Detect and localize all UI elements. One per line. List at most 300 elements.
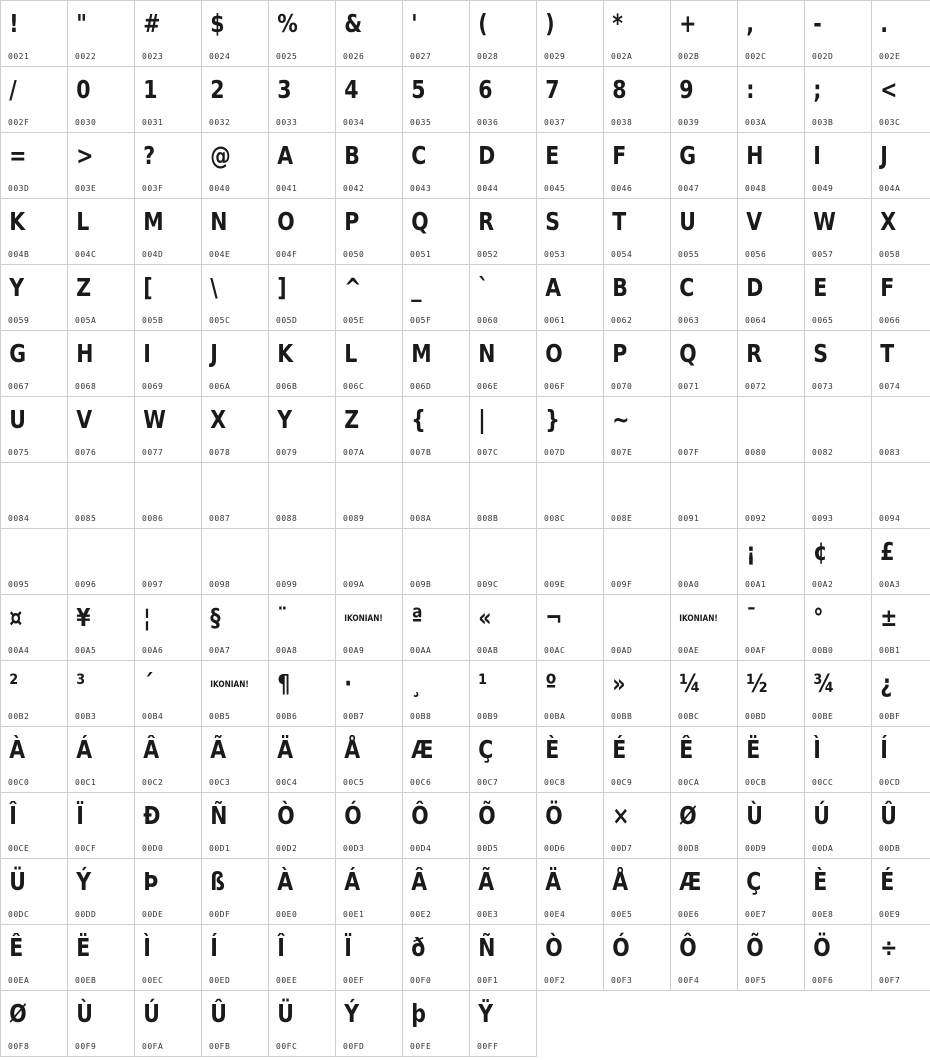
glyph-cell[interactable] xyxy=(537,925,604,991)
glyph-cell[interactable] xyxy=(202,199,269,265)
glyph-cell[interactable] xyxy=(805,529,872,595)
glyph-cell[interactable] xyxy=(269,595,336,661)
glyph-cell[interactable] xyxy=(403,793,470,859)
glyph-cell[interactable] xyxy=(671,529,738,595)
glyph-cell[interactable] xyxy=(738,397,805,463)
glyph-codepoint: 007F xyxy=(678,448,700,457)
glyph-preview: Ù xyxy=(746,801,763,830)
glyph-cell[interactable] xyxy=(1,199,68,265)
glyph-cell[interactable] xyxy=(269,133,336,199)
glyph-cell[interactable] xyxy=(1,1,68,67)
glyph-cell[interactable] xyxy=(135,199,202,265)
glyph-cell[interactable] xyxy=(872,265,930,331)
glyph-cell[interactable] xyxy=(738,1,805,67)
glyph-cell[interactable] xyxy=(470,397,537,463)
glyph-cell[interactable] xyxy=(872,661,930,727)
glyph-cell[interactable] xyxy=(68,265,135,331)
glyph-cell[interactable] xyxy=(403,1,470,67)
glyph-cell[interactable] xyxy=(872,529,930,595)
glyph-preview xyxy=(68,463,122,505)
glyph-cell[interactable] xyxy=(336,67,403,133)
glyph-cell[interactable] xyxy=(738,793,805,859)
glyph-cell[interactable] xyxy=(872,331,930,397)
glyph-codepoint: 009A xyxy=(343,580,365,589)
glyph-cell[interactable] xyxy=(403,463,470,529)
character-map-row xyxy=(1,859,930,925)
glyph-cell[interactable] xyxy=(202,397,269,463)
glyph-preview: ¥ xyxy=(76,603,91,632)
glyph-cell[interactable] xyxy=(470,661,537,727)
glyph-preview: Ñ xyxy=(210,801,227,830)
glyph-cell[interactable] xyxy=(604,859,671,925)
glyph-cell[interactable] xyxy=(269,727,336,793)
glyph-cell[interactable] xyxy=(537,595,604,661)
glyph-cell[interactable] xyxy=(269,925,336,991)
glyph-cell[interactable] xyxy=(805,133,872,199)
glyph-cell[interactable] xyxy=(1,661,68,727)
glyph-cell[interactable] xyxy=(336,397,403,463)
glyph-cell[interactable] xyxy=(470,529,537,595)
glyph-codepoint: 00F0 xyxy=(410,976,432,985)
glyph-preview: Å xyxy=(612,867,628,896)
glyph-cell[interactable] xyxy=(738,727,805,793)
glyph-cell[interactable] xyxy=(202,859,269,925)
glyph-cell[interactable] xyxy=(604,529,671,595)
glyph-cell[interactable] xyxy=(470,925,537,991)
glyph-preview: Ä xyxy=(277,735,293,764)
glyph-cell[interactable] xyxy=(537,1,604,67)
glyph-cell[interactable] xyxy=(202,925,269,991)
glyph-cell[interactable] xyxy=(202,133,269,199)
glyph-cell[interactable] xyxy=(604,595,671,661)
glyph-cell[interactable] xyxy=(872,463,930,529)
glyph-cell[interactable] xyxy=(470,991,537,1057)
glyph-cell[interactable] xyxy=(537,529,604,595)
glyph-cell[interactable] xyxy=(604,133,671,199)
glyph-cell[interactable] xyxy=(470,1,537,67)
glyph-preview: Y xyxy=(277,405,292,434)
glyph-cell[interactable] xyxy=(336,199,403,265)
glyph-codepoint: 005C xyxy=(209,316,231,325)
glyph-preview: Þ xyxy=(143,867,158,896)
glyph-cell[interactable] xyxy=(135,991,202,1057)
glyph-cell[interactable] xyxy=(537,727,604,793)
glyph-cell[interactable] xyxy=(604,265,671,331)
glyph-cell[interactable] xyxy=(202,793,269,859)
glyph-codepoint: 004A xyxy=(879,184,901,193)
glyph-cell[interactable] xyxy=(805,331,872,397)
glyph-cell[interactable] xyxy=(202,331,269,397)
glyph-cell[interactable] xyxy=(872,859,930,925)
glyph-cell[interactable] xyxy=(68,859,135,925)
glyph-cell[interactable] xyxy=(135,67,202,133)
glyph-codepoint: 0033 xyxy=(276,118,298,127)
glyph-preview: Ã xyxy=(478,867,494,896)
glyph-preview: ; xyxy=(813,75,821,104)
glyph-codepoint: 00A3 xyxy=(879,580,901,589)
glyph-codepoint: 0029 xyxy=(544,52,566,61)
glyph-cell[interactable] xyxy=(135,529,202,595)
glyph-cell[interactable] xyxy=(872,133,930,199)
glyph-cell[interactable] xyxy=(135,595,202,661)
glyph-cell[interactable] xyxy=(738,859,805,925)
glyph-preview: # xyxy=(143,9,160,38)
glyph-codepoint: 00D8 xyxy=(678,844,700,853)
glyph-codepoint: 00B7 xyxy=(343,712,365,721)
glyph-cell[interactable] xyxy=(1,529,68,595)
glyph-preview: E xyxy=(813,273,827,302)
glyph-codepoint: 00BB xyxy=(611,712,633,721)
glyph-cell[interactable] xyxy=(336,793,403,859)
glyph-cell[interactable] xyxy=(470,595,537,661)
glyph-cell[interactable] xyxy=(872,925,930,991)
glyph-preview: Á xyxy=(344,867,360,896)
glyph-cell[interactable] xyxy=(671,793,738,859)
glyph-preview: Ï xyxy=(76,801,84,830)
glyph-preview: ¿ xyxy=(880,669,892,698)
glyph-codepoint: 006D xyxy=(410,382,432,391)
glyph-codepoint: 00C1 xyxy=(75,778,97,787)
glyph-cell[interactable] xyxy=(269,265,336,331)
glyph-cell[interactable] xyxy=(604,331,671,397)
glyph-cell[interactable] xyxy=(68,133,135,199)
glyph-cell[interactable] xyxy=(269,991,336,1057)
glyph-preview xyxy=(872,397,926,439)
glyph-preview: ¬ xyxy=(545,603,562,632)
glyph-cell[interactable] xyxy=(68,991,135,1057)
glyph-cell[interactable] xyxy=(403,67,470,133)
glyph-cell[interactable] xyxy=(738,595,805,661)
glyph-codepoint: 0060 xyxy=(477,316,499,325)
glyph-preview: IKONIAN! xyxy=(210,680,249,690)
glyph-cell[interactable] xyxy=(135,397,202,463)
glyph-cell[interactable] xyxy=(738,529,805,595)
glyph-cell[interactable] xyxy=(336,595,403,661)
glyph-cell[interactable] xyxy=(336,133,403,199)
glyph-cell[interactable] xyxy=(872,793,930,859)
glyph-cell[interactable] xyxy=(671,727,738,793)
glyph-codepoint: 00F6 xyxy=(812,976,834,985)
glyph-preview: @ xyxy=(210,141,231,170)
glyph-cell[interactable] xyxy=(135,133,202,199)
glyph-preview: 0 xyxy=(76,75,91,104)
glyph-codepoint: 00A2 xyxy=(812,580,834,589)
glyph-cell[interactable] xyxy=(403,133,470,199)
glyph-cell[interactable] xyxy=(1,265,68,331)
glyph-cell[interactable] xyxy=(537,67,604,133)
glyph-preview: Å xyxy=(344,735,360,764)
glyph-cell[interactable] xyxy=(202,463,269,529)
glyph-codepoint: 00FD xyxy=(343,1042,365,1051)
glyph-cell[interactable] xyxy=(738,133,805,199)
glyph-cell[interactable] xyxy=(403,397,470,463)
glyph-cell[interactable] xyxy=(671,463,738,529)
glyph-codepoint: 0040 xyxy=(209,184,231,193)
glyph-cell[interactable] xyxy=(403,925,470,991)
glyph-cell[interactable] xyxy=(269,1,336,67)
glyph-cell[interactable] xyxy=(537,463,604,529)
glyph-cell[interactable] xyxy=(135,925,202,991)
glyph-cell[interactable] xyxy=(604,397,671,463)
glyph-cell[interactable] xyxy=(470,859,537,925)
glyph-cell[interactable] xyxy=(671,859,738,925)
glyph-cell[interactable] xyxy=(68,793,135,859)
glyph-preview: Ú xyxy=(813,801,830,830)
glyph-cell[interactable] xyxy=(604,199,671,265)
glyph-cell[interactable] xyxy=(872,397,930,463)
glyph-preview xyxy=(336,529,390,571)
glyph-cell[interactable] xyxy=(403,529,470,595)
glyph-preview: 3 xyxy=(277,75,292,104)
glyph-cell[interactable] xyxy=(1,727,68,793)
glyph-cell[interactable] xyxy=(135,859,202,925)
glyph-preview: Ð xyxy=(143,801,160,830)
glyph-preview: Z xyxy=(344,405,359,434)
glyph-codepoint: 0084 xyxy=(8,514,30,523)
glyph-cell[interactable] xyxy=(537,199,604,265)
glyph-cell[interactable] xyxy=(336,991,403,1057)
glyph-cell[interactable] xyxy=(537,859,604,925)
glyph-cell[interactable] xyxy=(738,331,805,397)
glyph-cell[interactable] xyxy=(604,925,671,991)
glyph-codepoint: 004D xyxy=(142,250,164,259)
glyph-cell[interactable] xyxy=(202,67,269,133)
glyph-cell[interactable] xyxy=(403,331,470,397)
glyph-cell[interactable] xyxy=(202,595,269,661)
glyph-cell[interactable] xyxy=(872,727,930,793)
glyph-cell[interactable] xyxy=(269,199,336,265)
glyph-cell[interactable] xyxy=(470,199,537,265)
glyph-cell[interactable] xyxy=(68,529,135,595)
glyph-cell[interactable] xyxy=(671,1,738,67)
glyph-cell[interactable] xyxy=(403,265,470,331)
glyph-cell[interactable] xyxy=(336,661,403,727)
glyph-cell[interactable] xyxy=(671,661,738,727)
glyph-cell[interactable] xyxy=(805,1,872,67)
glyph-codepoint: 0049 xyxy=(812,184,834,193)
glyph-cell[interactable] xyxy=(872,199,930,265)
glyph-codepoint: 00CB xyxy=(745,778,767,787)
glyph-cell[interactable] xyxy=(470,67,537,133)
glyph-cell[interactable] xyxy=(135,1,202,67)
glyph-codepoint: 0032 xyxy=(209,118,231,127)
glyph-codepoint: 00B3 xyxy=(75,712,97,721)
glyph-cell[interactable] xyxy=(805,265,872,331)
glyph-cell[interactable] xyxy=(135,727,202,793)
glyph-cell[interactable] xyxy=(269,661,336,727)
glyph-codepoint: 00DF xyxy=(209,910,231,919)
glyph-cell[interactable] xyxy=(805,463,872,529)
glyph-cell[interactable] xyxy=(68,925,135,991)
glyph-cell[interactable] xyxy=(738,265,805,331)
glyph-preview: Í xyxy=(880,735,888,764)
glyph-cell[interactable] xyxy=(1,133,68,199)
glyph-cell[interactable] xyxy=(202,727,269,793)
glyph-cell[interactable] xyxy=(336,1,403,67)
glyph-cell[interactable] xyxy=(336,727,403,793)
glyph-cell[interactable] xyxy=(1,991,68,1057)
glyph-cell[interactable] xyxy=(403,199,470,265)
glyph-codepoint: 00AF xyxy=(745,646,767,655)
glyph-cell[interactable] xyxy=(336,331,403,397)
glyph-cell[interactable] xyxy=(671,265,738,331)
glyph-preview: ± xyxy=(880,603,897,632)
glyph-cell[interactable] xyxy=(135,793,202,859)
glyph-cell[interactable] xyxy=(805,793,872,859)
glyph-preview: \ xyxy=(210,273,218,302)
glyph-cell[interactable] xyxy=(403,859,470,925)
glyph-preview: D xyxy=(746,273,763,302)
glyph-cell[interactable] xyxy=(1,397,68,463)
glyph-cell[interactable] xyxy=(403,991,470,1057)
glyph-cell[interactable] xyxy=(269,793,336,859)
glyph-cell[interactable] xyxy=(68,463,135,529)
glyph-cell[interactable] xyxy=(805,595,872,661)
glyph-cell[interactable] xyxy=(738,925,805,991)
glyph-cell[interactable] xyxy=(135,661,202,727)
glyph-cell[interactable] xyxy=(1,793,68,859)
glyph-cell[interactable] xyxy=(336,859,403,925)
glyph-codepoint: 0089 xyxy=(343,514,365,523)
glyph-cell[interactable] xyxy=(671,595,738,661)
glyph-cell[interactable] xyxy=(202,991,269,1057)
glyph-cell[interactable] xyxy=(671,397,738,463)
glyph-cell[interactable] xyxy=(68,1,135,67)
glyph-cell[interactable] xyxy=(470,265,537,331)
glyph-preview: X xyxy=(210,405,226,434)
glyph-codepoint: 00EE xyxy=(276,976,298,985)
glyph-codepoint: 0031 xyxy=(142,118,164,127)
glyph-cell[interactable] xyxy=(671,331,738,397)
glyph-cell[interactable] xyxy=(604,661,671,727)
character-map-row xyxy=(1,1,930,67)
glyph-cell[interactable] xyxy=(671,199,738,265)
glyph-preview: Î xyxy=(9,801,17,830)
glyph-cell[interactable] xyxy=(403,727,470,793)
glyph-cell[interactable] xyxy=(805,199,872,265)
glyph-codepoint: 0070 xyxy=(611,382,633,391)
glyph-cell[interactable] xyxy=(1,331,68,397)
glyph-codepoint: 00C3 xyxy=(209,778,231,787)
glyph-codepoint: 0077 xyxy=(142,448,164,457)
glyph-codepoint: 0036 xyxy=(477,118,499,127)
glyph-cell[interactable] xyxy=(738,661,805,727)
glyph-cell[interactable] xyxy=(135,331,202,397)
glyph-cell[interactable] xyxy=(738,463,805,529)
glyph-cell[interactable] xyxy=(872,595,930,661)
glyph-cell[interactable] xyxy=(537,265,604,331)
glyph-preview: U xyxy=(679,207,696,236)
glyph-cell[interactable] xyxy=(604,793,671,859)
glyph-cell[interactable] xyxy=(872,1,930,67)
glyph-cell[interactable] xyxy=(68,199,135,265)
glyph-cell[interactable] xyxy=(202,661,269,727)
glyph-preview: U xyxy=(9,405,26,434)
glyph-cell[interactable] xyxy=(671,133,738,199)
glyph-cell[interactable] xyxy=(805,397,872,463)
glyph-cell[interactable] xyxy=(1,859,68,925)
glyph-preview: Ü xyxy=(9,867,26,896)
glyph-codepoint: 0078 xyxy=(209,448,231,457)
glyph-cell[interactable] xyxy=(68,331,135,397)
glyph-cell[interactable] xyxy=(68,661,135,727)
glyph-cell[interactable] xyxy=(738,199,805,265)
glyph-cell[interactable] xyxy=(202,529,269,595)
glyph-cell[interactable] xyxy=(68,595,135,661)
glyph-cell[interactable] xyxy=(336,265,403,331)
glyph-cell[interactable] xyxy=(537,397,604,463)
glyph-cell[interactable] xyxy=(269,463,336,529)
glyph-cell[interactable] xyxy=(805,67,872,133)
glyph-cell[interactable] xyxy=(738,67,805,133)
glyph-cell[interactable] xyxy=(68,67,135,133)
glyph-cell[interactable] xyxy=(470,463,537,529)
glyph-cell[interactable] xyxy=(604,67,671,133)
glyph-cell[interactable] xyxy=(604,727,671,793)
glyph-cell[interactable] xyxy=(68,727,135,793)
glyph-preview: _ xyxy=(411,273,422,302)
glyph-cell[interactable] xyxy=(269,859,336,925)
glyph-cell[interactable] xyxy=(537,133,604,199)
glyph-preview: º xyxy=(545,669,557,698)
glyph-cell[interactable] xyxy=(135,265,202,331)
glyph-cell[interactable] xyxy=(202,265,269,331)
glyph-preview: £ xyxy=(880,537,895,566)
glyph-cell[interactable] xyxy=(336,463,403,529)
glyph-cell[interactable] xyxy=(135,463,202,529)
glyph-codepoint: 003A xyxy=(745,118,767,127)
glyph-cell[interactable] xyxy=(537,793,604,859)
glyph-cell[interactable] xyxy=(1,925,68,991)
glyph-cell[interactable] xyxy=(1,595,68,661)
glyph-cell[interactable] xyxy=(805,727,872,793)
glyph-codepoint: 006A xyxy=(209,382,231,391)
glyph-cell[interactable] xyxy=(269,331,336,397)
glyph-cell[interactable] xyxy=(805,925,872,991)
glyph-preview: ¦ xyxy=(143,603,151,632)
glyph-cell[interactable] xyxy=(470,133,537,199)
glyph-cell[interactable] xyxy=(269,67,336,133)
glyph-cell[interactable] xyxy=(671,925,738,991)
glyph-cell[interactable] xyxy=(671,67,738,133)
glyph-preview: $ xyxy=(210,9,225,38)
glyph-cell[interactable] xyxy=(805,859,872,925)
glyph-cell[interactable] xyxy=(403,595,470,661)
glyph-cell[interactable] xyxy=(68,397,135,463)
glyph-cell[interactable] xyxy=(537,661,604,727)
glyph-cell[interactable] xyxy=(805,661,872,727)
glyph-preview: þ xyxy=(411,999,426,1028)
glyph-cell[interactable] xyxy=(1,67,68,133)
glyph-cell[interactable] xyxy=(202,1,269,67)
glyph-codepoint: 00FA xyxy=(142,1042,164,1051)
glyph-cell[interactable] xyxy=(336,529,403,595)
glyph-preview: K xyxy=(9,207,25,236)
glyph-cell[interactable] xyxy=(604,1,671,67)
glyph-cell[interactable] xyxy=(403,661,470,727)
glyph-cell[interactable] xyxy=(470,331,537,397)
glyph-cell[interactable] xyxy=(336,925,403,991)
glyph-cell[interactable] xyxy=(1,463,68,529)
glyph-cell[interactable] xyxy=(470,793,537,859)
glyph-codepoint: 00E9 xyxy=(879,910,901,919)
glyph-cell[interactable] xyxy=(604,463,671,529)
glyph-cell[interactable] xyxy=(269,397,336,463)
glyph-cell[interactable] xyxy=(269,529,336,595)
glyph-cell[interactable] xyxy=(470,727,537,793)
glyph-cell[interactable] xyxy=(537,331,604,397)
glyph-cell[interactable] xyxy=(872,67,930,133)
